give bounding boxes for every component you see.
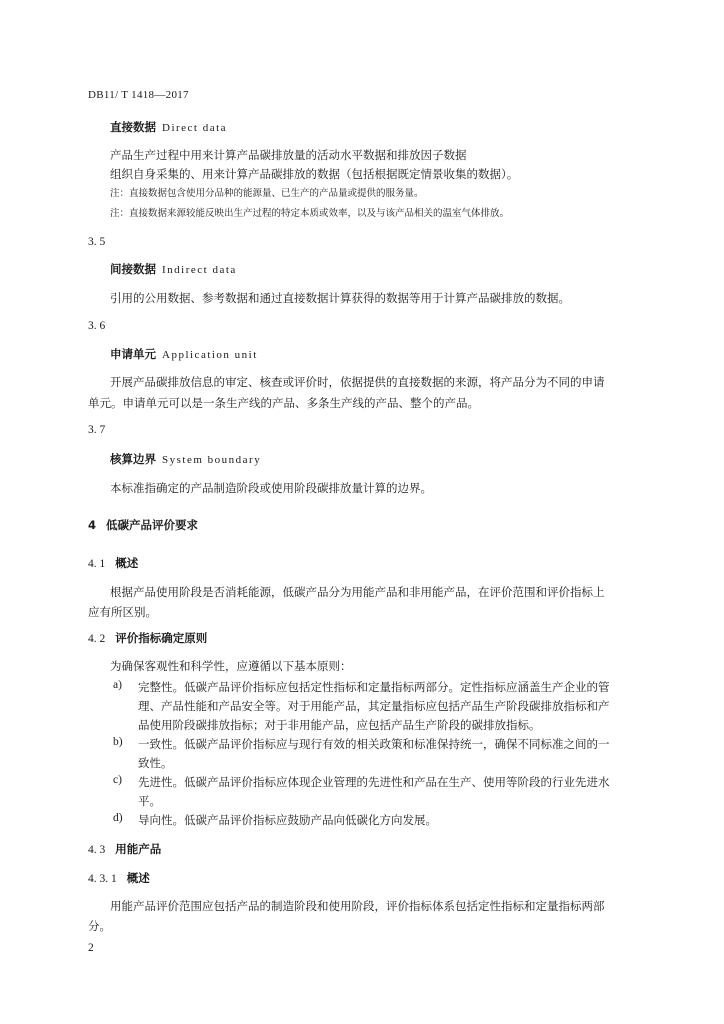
- subsection-number: 4. 3. 1: [88, 873, 117, 885]
- paragraph-line: 产品生产过程中用来计算产品碳排放量的活动水平数据和排放因子数据: [110, 148, 467, 162]
- list-item-line: 致性。: [138, 756, 173, 770]
- section-number: 3. 5: [88, 236, 106, 248]
- term-title-cn: 申请单元: [110, 347, 156, 361]
- term-title-en: Indirect data: [162, 264, 237, 276]
- section-number: 4. 2: [88, 633, 106, 645]
- paragraph-line: 分。: [88, 919, 111, 933]
- chapter-number: 4: [88, 518, 97, 532]
- paragraph-line: 为确保客观性和科学性，应遵循以下基本原则：: [110, 659, 352, 673]
- term-direct-data-title: [110, 119, 227, 135]
- list-item-line: 一致性。低碳产品评价指标应与现行有效的相关政策和标准保持统一，确保不同标准之间的一: [138, 737, 610, 751]
- term-title-cn: 核算边界: [110, 452, 156, 466]
- section-number: 4. 1: [88, 558, 106, 570]
- paragraph-line: 用能产品评价范围应包括产品的制造阶段和使用阶段，评价指标体系包括定性指标和定量指标两部: [110, 899, 605, 913]
- term-system-boundary-title: [110, 451, 261, 467]
- list-marker: a): [113, 679, 122, 691]
- section-heading: [88, 841, 161, 857]
- paragraph-line: 根据产品使用阶段是否消耗能源，低碳产品分为用能产品和非用能产品，在评价范围和评价指标上: [110, 585, 605, 599]
- section-heading: [88, 630, 207, 646]
- chapter-heading: [88, 517, 198, 533]
- section-number: 4. 3: [88, 844, 106, 856]
- note-line: 注：直接数据包含使用分品种的能源量、已生产的产品量或提供的服务量。: [110, 188, 424, 199]
- list-item-line: 先进性。低碳产品评价指标应体现企业管理的先进性和产品在生产、使用等阶段的行业先进水: [138, 775, 610, 789]
- paragraph-line: 组织自身采集的、用来计算产品碳排放的数据（包括根据既定情景收集的数据）。: [110, 167, 519, 181]
- term-title-en: Direct data: [162, 122, 228, 134]
- term-title-en: System boundary: [162, 454, 262, 466]
- list-item-line: 完整性。低碳产品评价指标应包括定性指标和定量指标两部分。定性指标应涵盖生产企业的管: [138, 680, 610, 694]
- list-item-line: 品使用阶段碳排放指标；对于非用能产品，应包括产品生产阶段的碳排放指标。: [138, 718, 541, 732]
- list-marker: b): [113, 736, 123, 748]
- subsection-heading: [88, 870, 150, 886]
- chapter-title: 低碳产品评价要求: [106, 518, 199, 532]
- list-marker: c): [113, 774, 122, 786]
- paragraph-line: 应有所区别。: [88, 605, 157, 619]
- list-marker: d): [113, 812, 123, 824]
- term-title-cn: 直接数据: [110, 120, 156, 134]
- term-application-unit-title: [110, 346, 258, 362]
- section-title: 概述: [115, 556, 139, 570]
- list-item-line: 导向性。低碳产品评价指标应鼓励产品向低碳化方向发展。: [138, 813, 437, 827]
- section-title: 评价指标确定原则: [115, 631, 208, 645]
- term-title-en: Application unit: [162, 349, 258, 361]
- subsection-title: 概述: [126, 871, 150, 885]
- section-heading: [88, 555, 138, 571]
- list-item-line: 平。: [138, 794, 161, 808]
- paragraph-line: 开展产品碳排放信息的审定、核查或评价时，依据提供的直接数据的来源，将产品分为不同的申请: [110, 375, 605, 389]
- section-number: 3. 6: [88, 320, 106, 332]
- term-title-cn: 间接数据: [110, 262, 156, 276]
- paragraph-line: 本标准指确定的产品制造阶段或使用阶段碳排放量计算的边界。: [110, 481, 432, 495]
- document-id: DB11/ T 1418—2017: [88, 89, 189, 101]
- section-title: 用能产品: [115, 842, 162, 856]
- paragraph-line: 引用的公用数据、参考数据和通过直接数据计算获得的数据等用于计算产品碳排放的数据。: [110, 291, 570, 305]
- list-item-line: 理、产品性能和产品安全等。对于用能产品，其定量指标应包括产品生产阶段碳排放指标和产: [138, 699, 610, 713]
- paragraph-line: 单元。申请单元可以是一条生产线的产品、多条生产线的产品、整个的产品。: [88, 396, 479, 410]
- term-indirect-data-title: [110, 261, 237, 277]
- note-line: 注：直接数据来源较能反映出生产过程的特定本质或效率，以及与该产品相关的温室气体排放。: [110, 208, 510, 219]
- page-number: 2: [88, 942, 94, 954]
- section-number: 3. 7: [88, 424, 106, 436]
